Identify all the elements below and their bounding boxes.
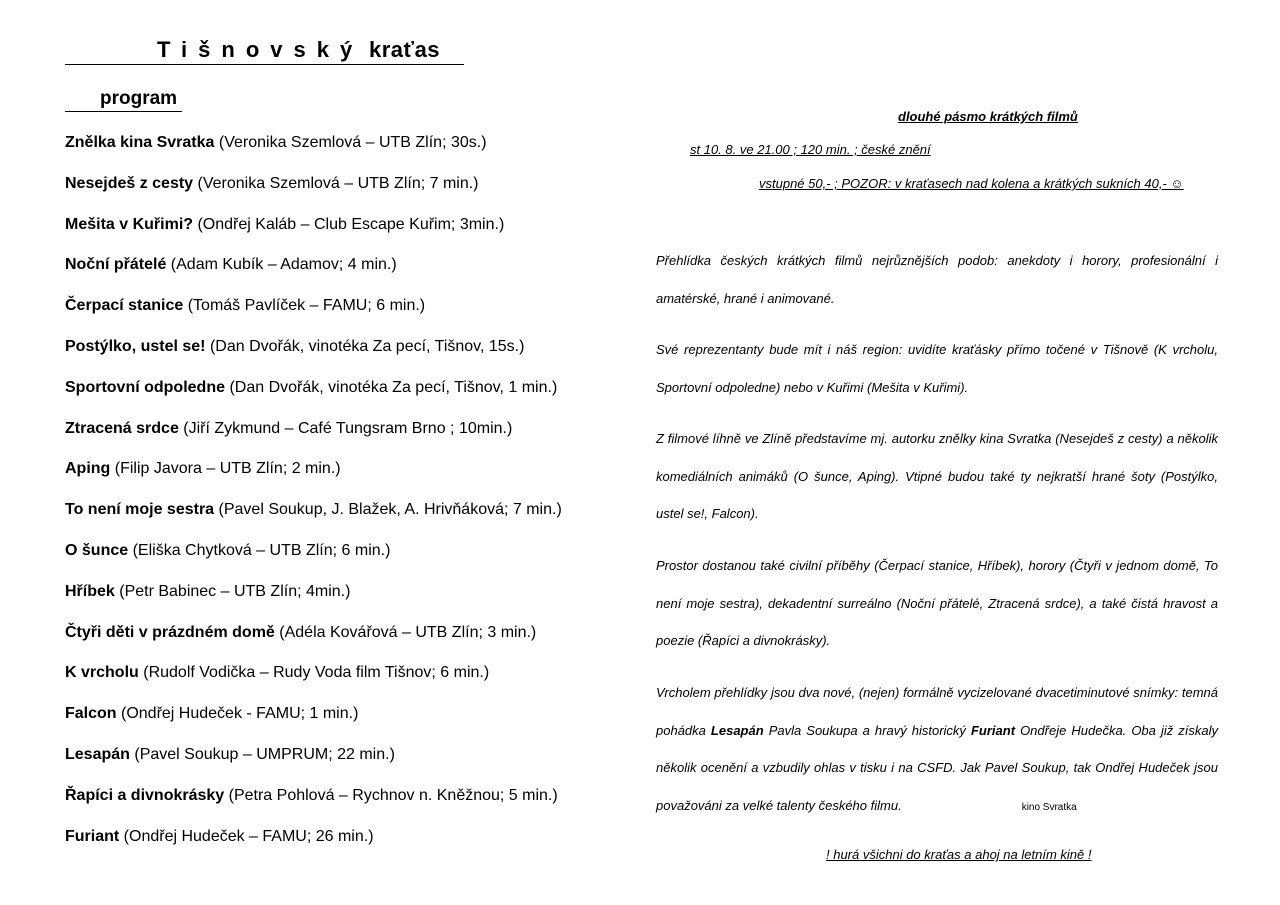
film-title-furiant: Furiant [970, 722, 1016, 738]
film-name: O šunce [65, 541, 129, 559]
paragraph-2: Své reprezentanty bude mít i náš region: uvidíte kraťásky přímo točené v Tišnově (K vrcholu, Sportovní odpoledne) nebo v Kuřimi (Mešita v Kuřimi). [656, 342, 1218, 395]
film-item [65, 578, 562, 619]
film-item [65, 700, 562, 741]
film-name: Mešita v Kuřimi? [65, 215, 194, 233]
footer-line [746, 847, 1091, 862]
film-item [65, 496, 562, 537]
paragraph-3: Z filmové líhně ve Zlíně představíme mj. autorku znělky kina Svratka (Nesejdeš z cesty) a několik komediálních animáků (O šunce, Aping). Vtipné budou také ty nejkratší hrané šoty (Postýlko, ustel se!, Falcon). [656, 431, 1218, 521]
film-info: (Jiří Zykmund – Café Tungsram Brno ; 10min.) [178, 419, 513, 437]
film-item [65, 823, 562, 864]
film-item [65, 782, 562, 823]
date-line [656, 142, 931, 157]
film-info: (Ondřej Hudeček – FAMU; 26 min.) [119, 827, 374, 845]
paragraph-5-text: Ondřeje Hudečka. Oba již získaly několik ocenění a vzbudily ohlas v tisku i na CSFD. Jak Pavel Soukup, tak Ondřej Hudeček jsou považováni za velké talenty českého filmu. [656, 722, 1218, 813]
title-word-1: Tišnovský [157, 37, 364, 62]
film-item [65, 170, 562, 211]
film-info: (Tomáš Pavlíček – FAMU; 6 min.) [183, 297, 426, 315]
film-item [65, 374, 562, 415]
film-name: Hříbek [65, 582, 115, 600]
signature: kino Svratka [1021, 801, 1077, 813]
film-name: Nesejdeš z cesty [65, 174, 194, 192]
film-info: (Pavel Soukup – UMPRUM; 22 min.) [129, 745, 395, 763]
film-item [65, 619, 562, 660]
film-item [65, 292, 562, 333]
film-info: (Petr Babinec – UTB Zlín; 4min.) [114, 582, 351, 600]
film-name: Noční přátelé [65, 256, 167, 274]
program-heading [65, 87, 182, 112]
film-name: Lesapán [65, 745, 130, 763]
film-info: (Rudolf Vodička – Rudy Voda film Tišnov; 6 min.) [138, 664, 490, 682]
page-title [65, 36, 464, 65]
paragraph-4: Prostor dostanou také civilní příběhy (Čerpací stanice, Hříbek), horory (Čtyři v jednom domě, To není moje sestra), dekadentní surreálno (Noční přátelé, Ztracená srdce), a také čistá hravost a poezie (Řapíci a divnokrásky). [656, 558, 1218, 648]
film-item [65, 537, 562, 578]
film-info: (Veronika Szemlová – UTB Zlín; 7 min.) [193, 174, 479, 192]
film-title-lesapan: Lesapán [710, 722, 764, 738]
title-word-2: kraťas [369, 37, 441, 62]
film-info: (Veronika Szemlová – UTB Zlín; 30s.) [214, 134, 487, 151]
film-name: Sportovní odpoledne [65, 378, 225, 396]
subtitle-line [790, 109, 1078, 124]
film-item [65, 251, 562, 292]
subtitle: dlouhé pásmo krátkých filmů [898, 109, 1078, 124]
film-info: (Dan Dvořák, vinotéka Za pecí, Tišnov, 1 min.) [225, 378, 558, 396]
paragraph-5-text: Vrcholem přehlídky jsou dva nové, (nejen) formálně vycizelované dvacetiminutové snímky: temná pohádka [656, 685, 1218, 738]
film-item [65, 129, 562, 170]
film-info: (Adéla Kovářová – UTB Zlín; 3 min.) [274, 623, 537, 641]
film-info: (Ondřej Hudeček - FAMU; 1 min.) [116, 705, 359, 723]
film-name: Furiant [65, 827, 120, 845]
film-name: To není moje sestra [65, 501, 215, 519]
price-line [718, 176, 1184, 191]
paragraph-1: Přehlídka českých krátkých filmů nejrůznějších podob: anekdoty i horory, profesionální i amatérské, hrané i animované. [656, 253, 1218, 306]
film-item [65, 211, 562, 252]
film-info: (Eliška Chytková – UTB Zlín; 6 min.) [128, 541, 391, 559]
date-info: st 10. 8. ve 21.00 ; 120 min. ; české znění [690, 142, 931, 157]
film-info: (Petra Pohlová – Rychnov n. Kněžnou; 5 min.) [224, 786, 558, 804]
film-name: Řapíci a divnokrásky [65, 786, 225, 804]
film-name: Falcon [65, 705, 117, 723]
film-name: Čerpací stanice [65, 297, 184, 315]
film-name: Aping [65, 460, 111, 478]
film-item [65, 415, 562, 456]
film-item [65, 741, 562, 782]
film-info: (Filip Javora – UTB Zlín; 2 min.) [110, 460, 341, 478]
price-info: vstupné 50,- ; POZOR: v kraťasech nad kolena a krátkých sukních 40,- ☺ [759, 176, 1184, 191]
film-info: (Dan Dvořák, vinotéka Za pecí, Tišnov, 15s.) [205, 337, 525, 355]
paragraph-5 [656, 674, 1218, 826]
film-list [65, 129, 562, 863]
program-label: program [100, 88, 178, 109]
film-info: (Pavel Soukup, J. Blažek, A. Hrivňáková; 7 min.) [214, 501, 562, 519]
paragraph-5-text: Pavla Soukupa a hravý historický [763, 722, 971, 738]
film-name: Čtyři děti v prázdném domě [65, 623, 275, 641]
film-name: Ztracená srdce [65, 419, 179, 437]
film-info: (Adam Kubík – Adamov; 4 min.) [166, 256, 397, 274]
film-name: Znělka kina Svratka [65, 134, 215, 151]
film-item [65, 333, 562, 374]
film-info: (Ondřej Kaláb – Club Escape Kuřim; 3min.) [193, 215, 505, 233]
film-name: K vrcholu [65, 664, 139, 682]
film-item [65, 455, 562, 496]
film-name: Postýlko, ustel se! [65, 337, 206, 355]
film-item [65, 659, 562, 700]
footer-text: ! hurá všichni do kraťas a ahoj na letním kině ! [826, 847, 1092, 862]
